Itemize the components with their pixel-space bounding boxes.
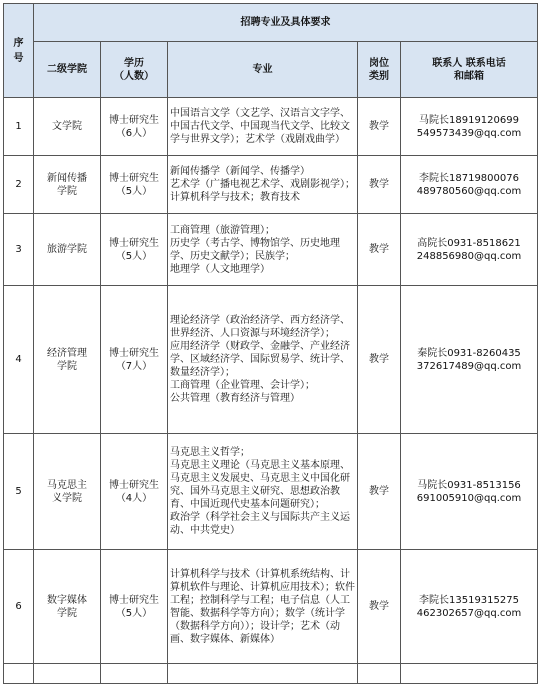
- row-degree: [101, 156, 168, 214]
- header-seq-label: 序号: [13, 37, 24, 64]
- row-college: [34, 214, 101, 286]
- table-row: [4, 156, 538, 214]
- major-label: 马克思主义哲学； 马克思主义理论（马克思主义基本原理、马克思主义发展史、马克思主义中国化研究、国外马克思主义研究、思想政治教育、中国近现代史基本问题研究）； 政治学（科学社会主义与国际共产主义运动、中共党史）: [170, 447, 350, 536]
- row-college: [34, 434, 101, 550]
- major-label: 新闻传播学（新闻学、传播学） 艺术学（广播电视艺术学、戏剧影视学）；计算机科学与技术；教育技术: [170, 166, 355, 203]
- header-college: 二级学院: [34, 42, 101, 98]
- degree-label: 博士研究生 （7人）: [109, 347, 159, 372]
- header-degree-label: 学历 （人数）: [114, 57, 154, 82]
- row-post: 教学: [358, 156, 401, 214]
- contact-label: 马院长18919120699 549573439@qq.com: [416, 114, 522, 139]
- major-label: 工商管理（旅游管理）； 历史学（考古学、博物馆学、历史地理学、历史文献学）；民族学； 地理学（人文地理学）: [170, 224, 340, 275]
- row-index: 4: [4, 286, 34, 434]
- contact-label: 李院长18719800076 489780560@qq.com: [416, 172, 522, 197]
- cell-empty: [4, 664, 34, 684]
- table-row: [4, 214, 538, 286]
- contact-label: 马院长0931-8513156 691005910@qq.com: [416, 479, 522, 504]
- row-post: 教学: [358, 98, 401, 156]
- cell-empty: [34, 664, 101, 684]
- recruitment-table: [3, 3, 538, 684]
- table-row: [4, 286, 538, 434]
- table-row-partial: [4, 664, 538, 684]
- row-major: [168, 286, 358, 434]
- header-seq: [4, 4, 34, 98]
- college-label: 数字媒体 学院: [47, 594, 87, 619]
- cell-empty: [358, 664, 401, 684]
- row-major: [168, 156, 358, 214]
- row-index: 6: [4, 550, 34, 664]
- degree-label: 博士研究生 （6人）: [109, 114, 159, 139]
- row-major: [168, 98, 358, 156]
- cell-empty: [101, 664, 168, 684]
- row-degree: [101, 434, 168, 550]
- row-contact: [401, 434, 538, 550]
- row-college: [34, 98, 101, 156]
- header-post: [358, 42, 401, 98]
- row-post: 教学: [358, 434, 401, 550]
- row-college: [34, 156, 101, 214]
- header-major: 专业: [168, 42, 358, 98]
- row-major: [168, 550, 358, 664]
- header-group-title: 招聘专业及具体要求: [34, 4, 538, 42]
- degree-label: 博士研究生 （4人）: [109, 479, 159, 504]
- row-post: 教学: [358, 550, 401, 664]
- header-post-label: 岗位 类别: [369, 57, 389, 82]
- header-degree: [101, 42, 168, 98]
- row-degree: [101, 98, 168, 156]
- major-label: 理论经济学（政治经济学、西方经济学、世界经济、人口资源与环境经济学）； 应用经济学（财政学、金融学、产业经济学、区域经济学、国际贸易学、统计学、数量经济学）； 工商管理（企业管理、会计学）； 公共管理（教育经济与管理）: [170, 315, 350, 404]
- header-contact: [401, 42, 538, 98]
- contact-label: 李院长13519315275 462302657@qq.com: [416, 594, 522, 619]
- cell-empty: [168, 664, 358, 684]
- row-college: [34, 550, 101, 664]
- table-row: [4, 98, 538, 156]
- row-contact: [401, 214, 538, 286]
- row-contact: [401, 156, 538, 214]
- row-major: [168, 434, 358, 550]
- college-label: 新闻传播 学院: [47, 172, 87, 197]
- contact-label: 高院长0931-8518621 248856980@qq.com: [416, 237, 522, 262]
- contact-label: 秦院长0931-8260435 372617489@qq.com: [416, 347, 522, 372]
- table-row: [4, 434, 538, 550]
- row-index: 3: [4, 214, 34, 286]
- row-index: 2: [4, 156, 34, 214]
- row-index: 5: [4, 434, 34, 550]
- row-degree: [101, 550, 168, 664]
- college-label: 文学院: [52, 121, 82, 132]
- header-contact-label: 联系人 联系电话 和邮箱: [432, 57, 506, 82]
- college-label: 旅游学院: [47, 244, 87, 255]
- major-label: 计算机科学与技术（计算机系统结构、计算机软件与理论、计算机应用技术）；软件工程；控制科学与工程；电子信息（人工智能、数据科学等方向）；数学（统计学（数据科学方向））；设计学；艺术（动画、数字媒体、新媒体）: [170, 568, 355, 645]
- degree-label: 博士研究生 （5人）: [109, 172, 159, 197]
- row-major: [168, 214, 358, 286]
- row-post: 教学: [358, 286, 401, 434]
- college-label: 经济管理 学院: [47, 347, 87, 372]
- row-degree: [101, 286, 168, 434]
- row-college: [34, 286, 101, 434]
- row-contact: [401, 98, 538, 156]
- row-degree: [101, 214, 168, 286]
- major-label: 中国语言文学（文艺学、汉语言文字学、中国古代文学、中国现当代文学、比较文学与世界文学）；艺术学（戏剧戏曲学）: [170, 108, 350, 145]
- row-contact: [401, 550, 538, 664]
- row-index: 1: [4, 98, 34, 156]
- table-row: [4, 550, 538, 664]
- row-post: 教学: [358, 214, 401, 286]
- degree-label: 博士研究生 （5人）: [109, 594, 159, 619]
- row-contact: [401, 286, 538, 434]
- degree-label: 博士研究生 （5人）: [109, 237, 159, 262]
- cell-empty: [401, 664, 538, 684]
- college-label: 马克思主 义学院: [47, 479, 87, 504]
